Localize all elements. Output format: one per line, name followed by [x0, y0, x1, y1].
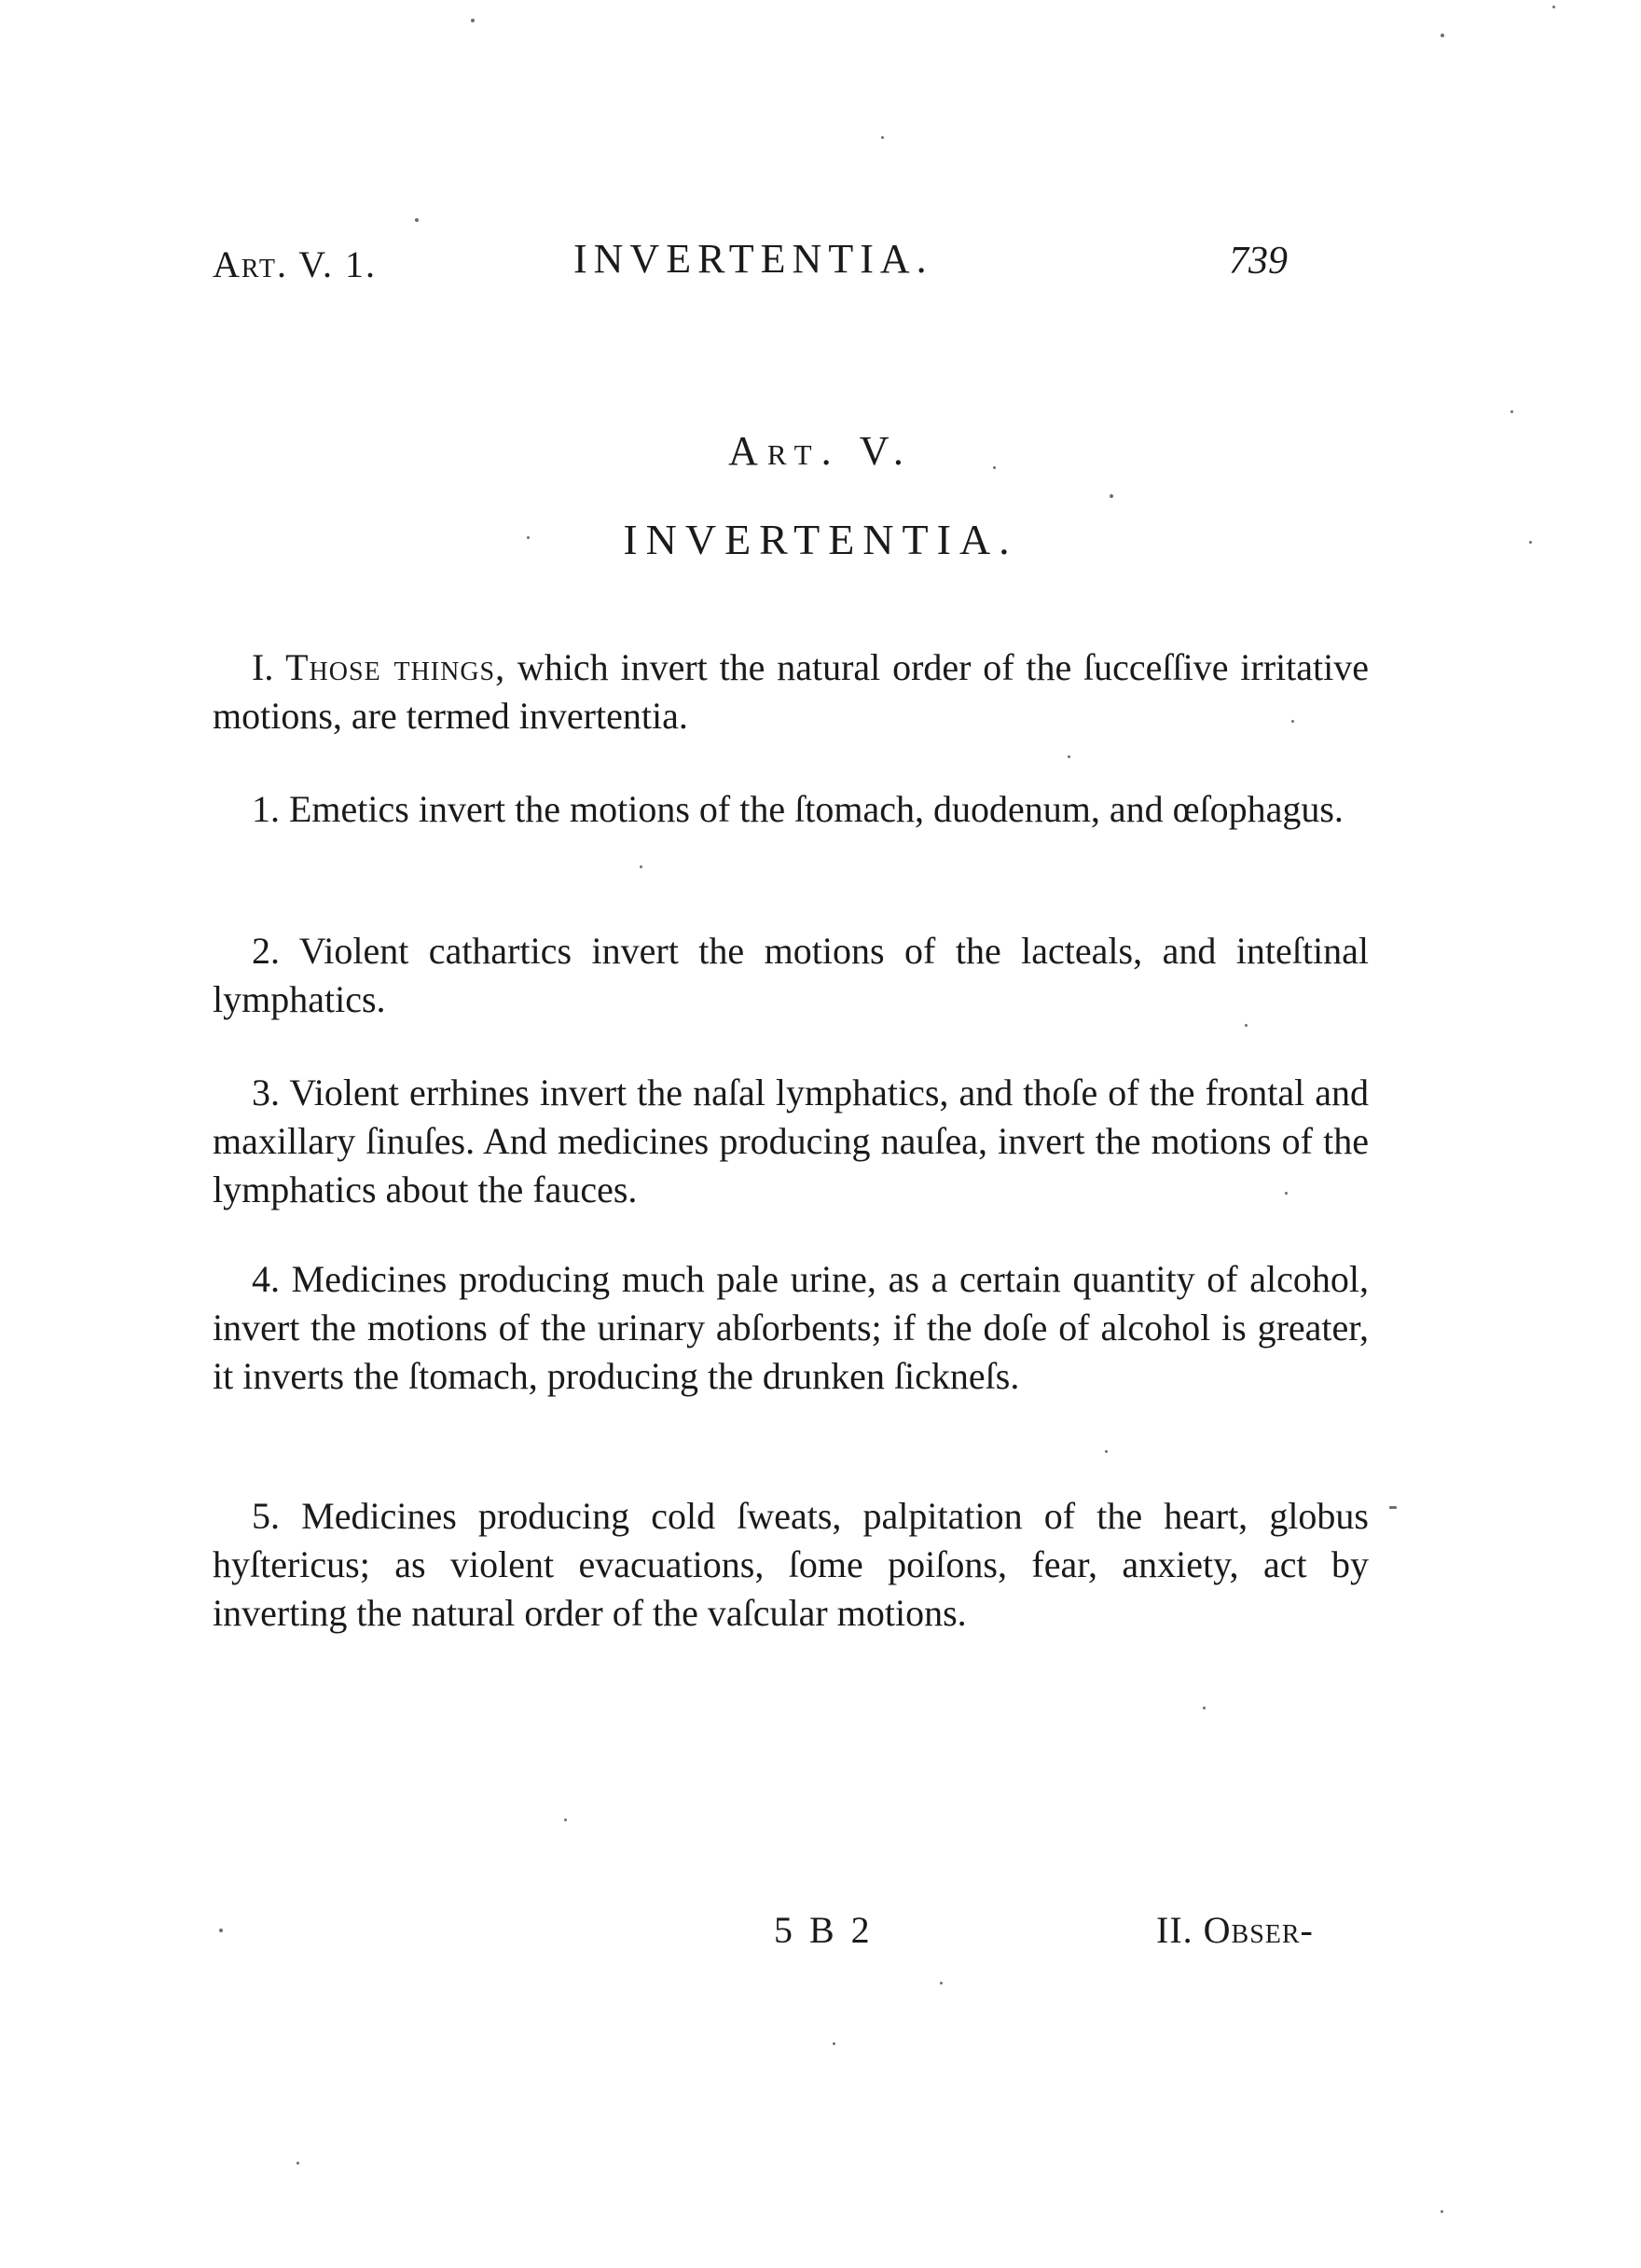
signature-mark: 5 B 2 — [774, 1909, 874, 1951]
scan-speck — [1291, 720, 1294, 723]
scan-speck — [1245, 1024, 1248, 1027]
scan-speck — [219, 1929, 223, 1932]
page-footer — [0, 1908, 1641, 1964]
article-heading: Art. V. — [728, 428, 913, 474]
scan-speck — [1110, 494, 1113, 498]
running-head-title: INVERTENTIA. — [573, 236, 933, 282]
item-text: Violent cathartics invert the motions of the lacteals, and inteſtinal lymphatics. — [213, 930, 1369, 1020]
item-text: Emetics invert the motions of the ſtomach, duodenum, and œſophagus. — [280, 788, 1344, 830]
item-text: Violent errhines invert the naſal lymphatics, and thoſe of the frontal and maxillary ſinuſes. And medicines producing nauſea, invert the motions of the lymphatics about the fauces. — [213, 1072, 1369, 1210]
scan-speck — [1203, 1707, 1206, 1709]
section-title: INVERTENTIA. — [623, 516, 1018, 563]
intro-lead: Those things, — [285, 646, 506, 688]
scan-speck — [1510, 410, 1513, 413]
intro-text: which invert the natural order of the ſucceſſive irritative motions, are termed invertentia. — [213, 646, 1370, 737]
list-item — [213, 785, 1369, 834]
scan-speck — [564, 1819, 567, 1821]
catchword-numeral: II. — [1156, 1909, 1193, 1951]
item-text: Medicines producing much pale urine, as a certain quantity of alcohol, invert the motions of the urinary abſorbents; if the doſe of alcohol is greater, it inverts the ſtomach, producing the drunken ſickneſs. — [213, 1258, 1369, 1397]
item-number: 3. — [252, 1072, 280, 1113]
scan-speck — [1441, 34, 1444, 37]
scan-speck — [640, 865, 642, 868]
scan-speck — [940, 1982, 943, 1984]
item-number: 4. — [252, 1258, 280, 1300]
catchword — [1156, 1908, 1314, 1952]
scan-speck — [993, 466, 996, 469]
scan-speck — [1441, 2210, 1443, 2213]
intro-paragraph — [213, 643, 1369, 740]
list-item — [213, 1255, 1369, 1401]
scan-speck — [471, 19, 475, 22]
intro-numeral: I. — [252, 646, 274, 688]
scan-speck — [1285, 1192, 1288, 1195]
scan-speck — [1105, 1450, 1108, 1453]
page-number: 739 — [1229, 240, 1288, 283]
item-number: 5. — [252, 1495, 280, 1537]
catchword-text: Obser- — [1203, 1909, 1314, 1951]
scan-speck — [527, 536, 530, 539]
running-head — [0, 235, 1641, 291]
list-item — [213, 1492, 1369, 1638]
list-item — [213, 1069, 1369, 1214]
running-head-section: Art. V. 1. — [213, 243, 377, 285]
scan-speck — [1389, 1506, 1397, 1509]
scan-speck — [881, 136, 884, 139]
item-number: 2. — [252, 930, 280, 972]
item-text: Medicines producing cold ſweats, palpitation of the heart, globus hyſtericus; as violent evacuations, ſome poiſons, fear, anxiety, act by inverting the natural order of the vaſcular motions. — [213, 1495, 1369, 1634]
scan-speck — [1529, 541, 1532, 544]
scan-speck — [415, 218, 419, 222]
scan-speck — [1068, 755, 1070, 758]
scan-speck — [833, 2042, 835, 2045]
list-item — [213, 927, 1369, 1024]
scan-speck — [1552, 6, 1555, 8]
scan-speck — [296, 2162, 299, 2164]
item-number: 1. — [252, 788, 280, 830]
